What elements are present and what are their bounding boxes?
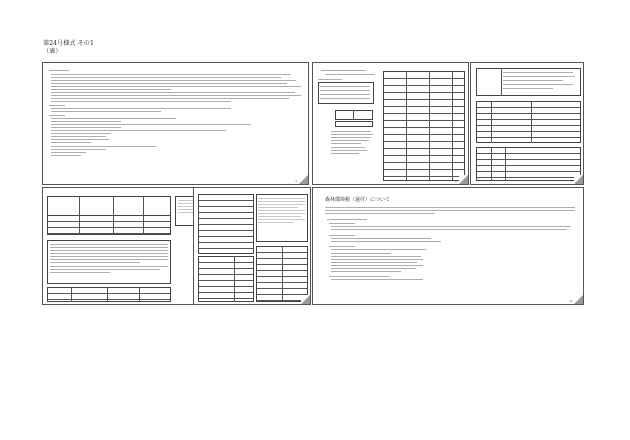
page-2-tax-table xyxy=(312,62,469,185)
page-6-explanation xyxy=(312,187,584,305)
page-number: 2 xyxy=(455,179,457,183)
page-3-tables xyxy=(470,62,584,185)
section-title: 森林環境税（還付）について xyxy=(325,197,390,203)
side-label: （裏） xyxy=(43,48,62,55)
page-1-instructions xyxy=(42,62,309,185)
corner-fold-icon xyxy=(301,295,310,304)
page-number: 1 xyxy=(295,179,297,183)
corner-fold-icon xyxy=(574,295,583,304)
page-5-form xyxy=(193,187,311,305)
page-number: 3 xyxy=(570,179,572,183)
page-number: 5 xyxy=(297,299,299,303)
corner-fold-icon xyxy=(299,175,308,184)
form-number: 第24号様式 その1 xyxy=(43,40,94,47)
corner-fold-icon xyxy=(574,175,583,184)
page-number: 6 xyxy=(570,299,572,303)
corner-fold-icon xyxy=(459,175,468,184)
